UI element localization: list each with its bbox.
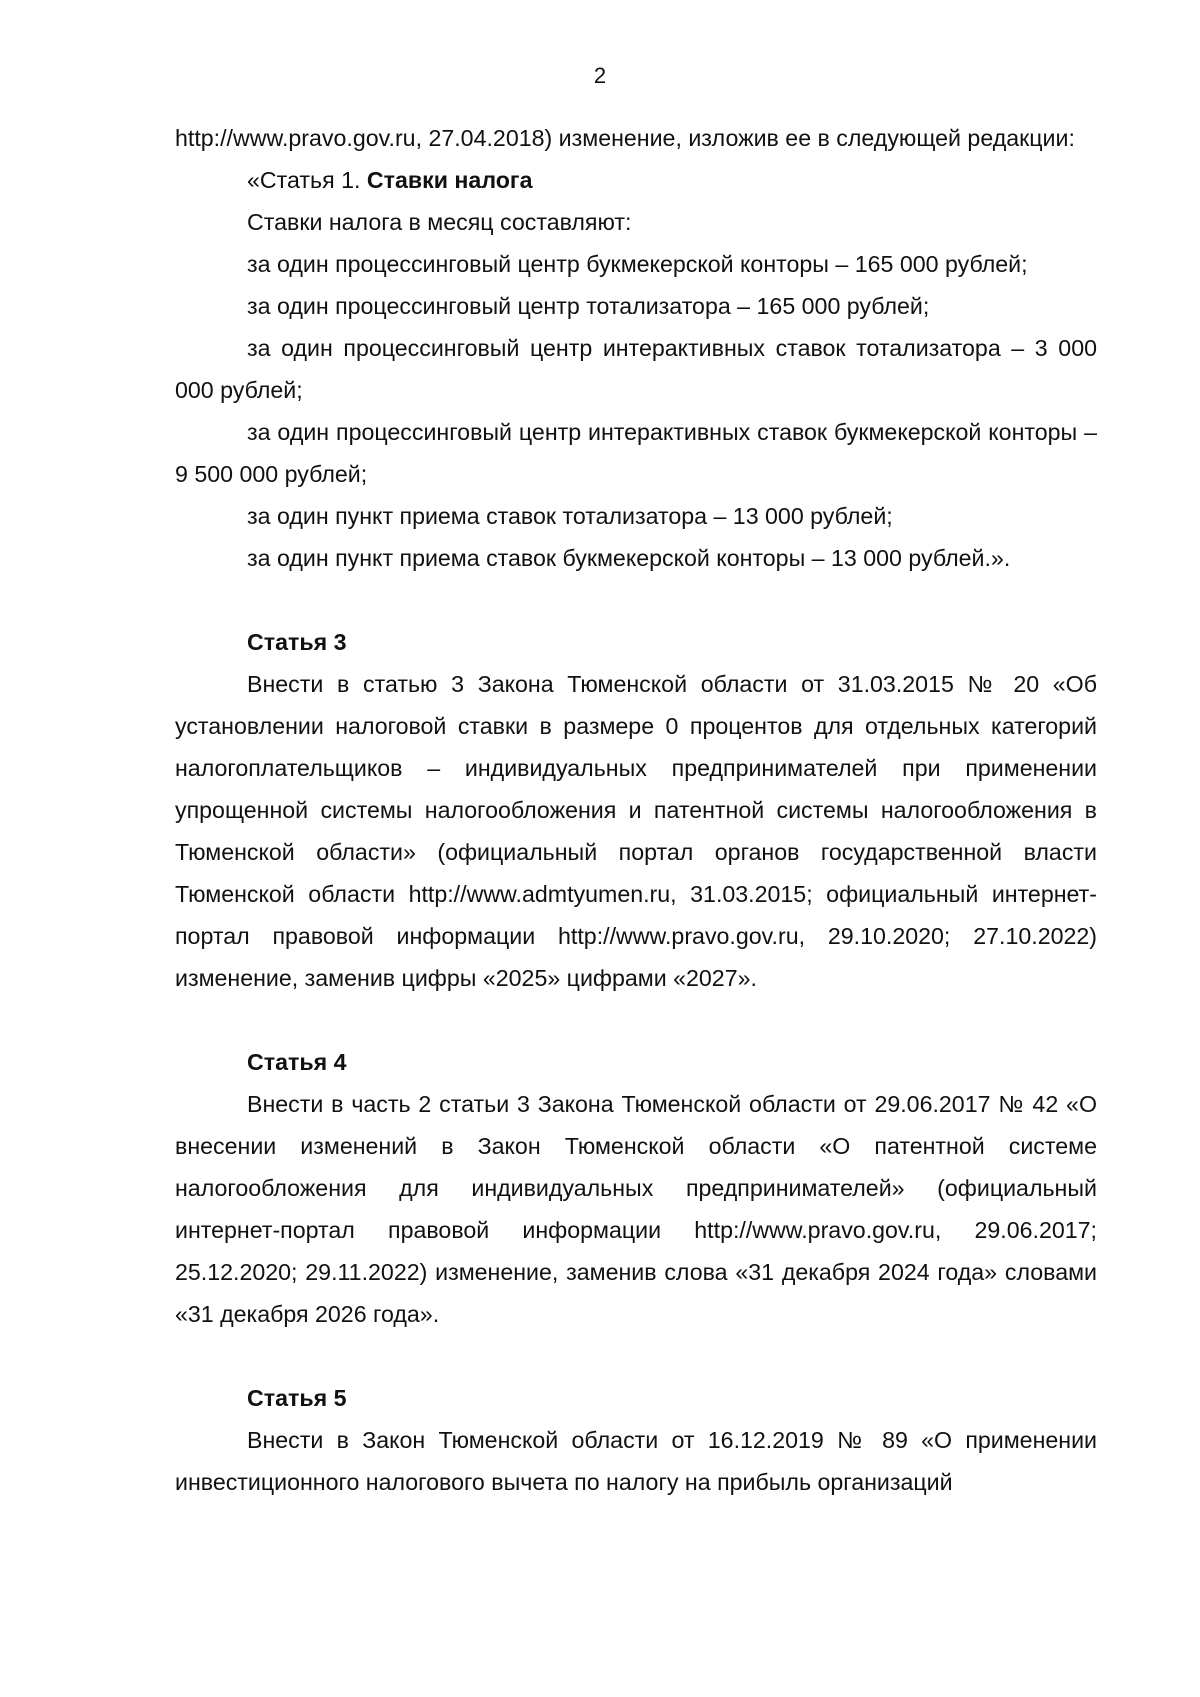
article-4-heading: Статья 4: [247, 1049, 347, 1075]
rate-item: за один процессинговый центр тотализатора – 165 000 рублей;: [247, 293, 930, 319]
quoted-article-lead: Ставки налога в месяц составляют:: [247, 209, 632, 235]
page-number: 2: [593, 63, 607, 88]
article-5-text: Внести в Закон Тюменской области от 16.12.2019 № 89 «О применении инвестиционного налогового вычета по налогу на прибыль организаций: [175, 1427, 1097, 1495]
quoted-article-title: [175, 159, 1097, 201]
rate-item: за один процессинговый центр интерактивных ставок букмекерской конторы – 9 500 000 рублей;: [175, 419, 1097, 487]
rate-item: за один процессинговый центр букмекерской конторы – 165 000 рублей;: [247, 251, 1028, 277]
rate-item: за один пункт приема ставок тотализатора – 13 000 рублей;: [247, 503, 893, 529]
rate-item: за один процессинговый центр интерактивных ставок тотализатора – 3 000 000 рублей;: [175, 335, 1097, 403]
article-3-text: Внести в статью 3 Закона Тюменской области от 31.03.2015 № 20 «Об установлении налоговой ставки в размере 0 процентов для отдельных категорий налогоплательщиков – индивидуальных предпринимателей при применении упрощенной системы налогообложения и патентной системы налогообложения в Тюменской области» (официальный портал органов государственной власти Тюменской области http://www.admtyumen.ru, 31.03.2015; официальный интернет-портал правовой информации http://www.pravo.gov.ru, 29.10.2020; 27.10.2022) изменение, заменив цифры «2025» цифрами «2027».: [175, 671, 1097, 991]
article-4-text: Внести в часть 2 статьи 3 Закона Тюменской области от 29.06.2017 № 42 «О внесении изменений в Закон Тюменской области «О патентной системе налогообложения для индивидуальных предпринимателей» (официальный интернет-портал правовой информации http://www.pravo.gov.ru, 29.06.2017; 25.12.2020; 29.11.2022) изменение, заменив слова «31 декабря 2024 года» словами «31 декабря 2026 года».: [175, 1091, 1097, 1327]
article-5-heading: Статья 5: [247, 1385, 347, 1411]
quoted-article-name: Ставки налога: [366, 167, 533, 193]
article-3-heading: Статья 3: [247, 629, 347, 655]
document-body: [175, 117, 1097, 1503]
intro-continuation: http://www.pravo.gov.ru, 27.04.2018) изменение, изложив ее в следующей редакции:: [175, 125, 1075, 151]
rate-item: за один пункт приема ставок букмекерской конторы – 13 000 рублей.».: [247, 545, 1011, 571]
quoted-article-prefix: «Статья 1.: [247, 167, 367, 193]
